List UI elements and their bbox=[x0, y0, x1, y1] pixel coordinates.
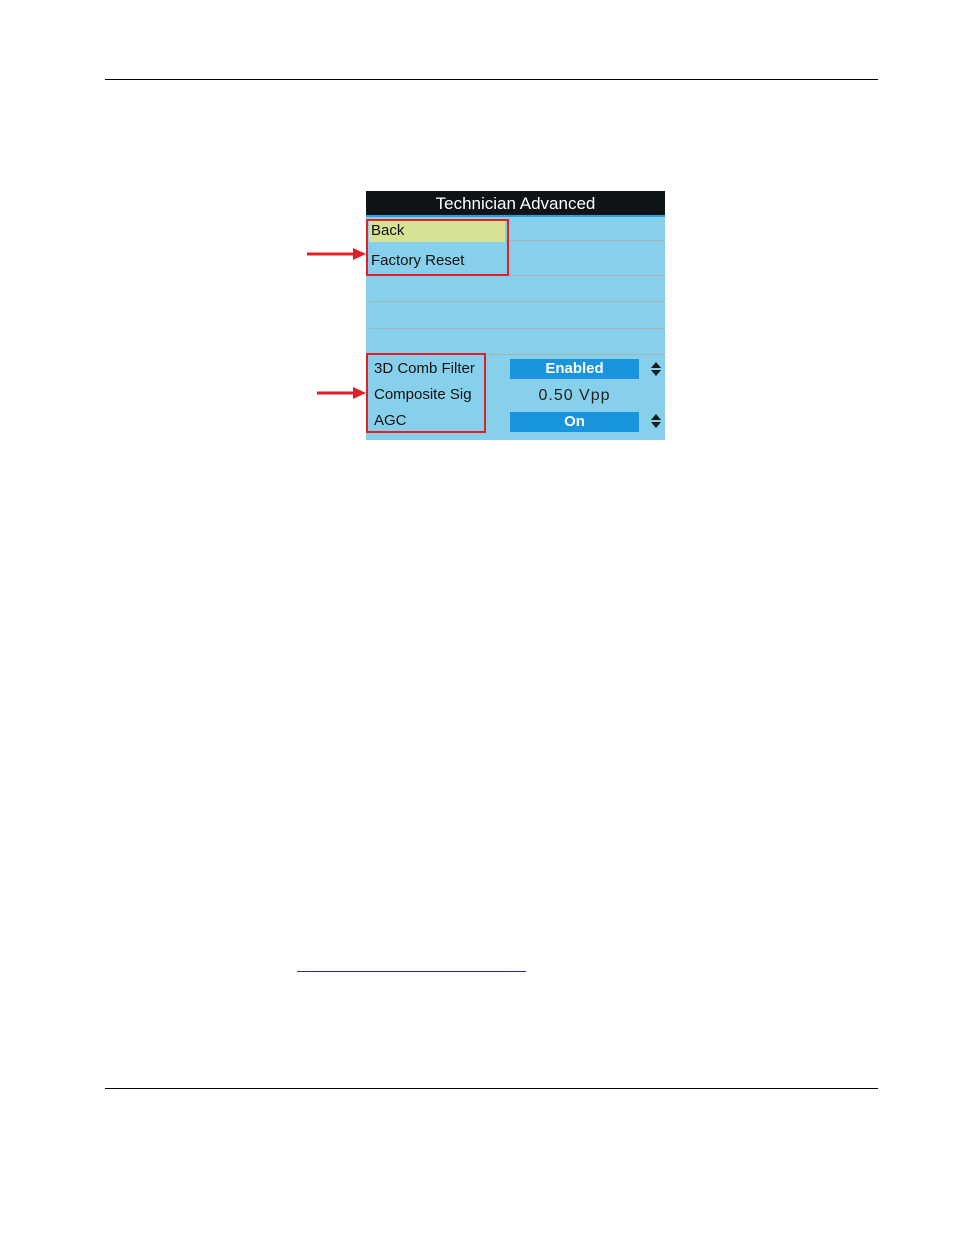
setting-value-3d-comb-filter[interactable]: Enabled bbox=[510, 359, 639, 379]
menu-title: Technician Advanced bbox=[366, 191, 665, 217]
footer-rule bbox=[105, 1088, 878, 1089]
header-rule bbox=[105, 79, 878, 80]
setting-label-agc: AGC bbox=[374, 412, 407, 429]
row-divider bbox=[370, 301, 665, 302]
highlight-box-menu-items bbox=[366, 219, 509, 276]
setting-value-composite-sig: 0.50 Vpp bbox=[538, 387, 611, 404]
hyperlink-underline[interactable] bbox=[297, 971, 526, 972]
arrow-right-icon bbox=[307, 247, 367, 261]
setting-label-3d-comb-filter: 3D Comb Filter bbox=[374, 360, 475, 377]
row-divider bbox=[370, 328, 665, 329]
highlight-box-settings bbox=[366, 353, 486, 433]
up-down-arrow-icon[interactable] bbox=[650, 413, 662, 429]
menu-item-back[interactable]: Back bbox=[369, 220, 505, 242]
setting-label-composite-sig: Composite Sig bbox=[374, 386, 472, 403]
up-down-arrow-icon[interactable] bbox=[650, 361, 662, 377]
menu-item-factory-reset[interactable]: Factory Reset bbox=[371, 252, 465, 269]
arrow-right-icon bbox=[317, 386, 377, 400]
setting-value-agc[interactable]: On bbox=[510, 412, 639, 432]
